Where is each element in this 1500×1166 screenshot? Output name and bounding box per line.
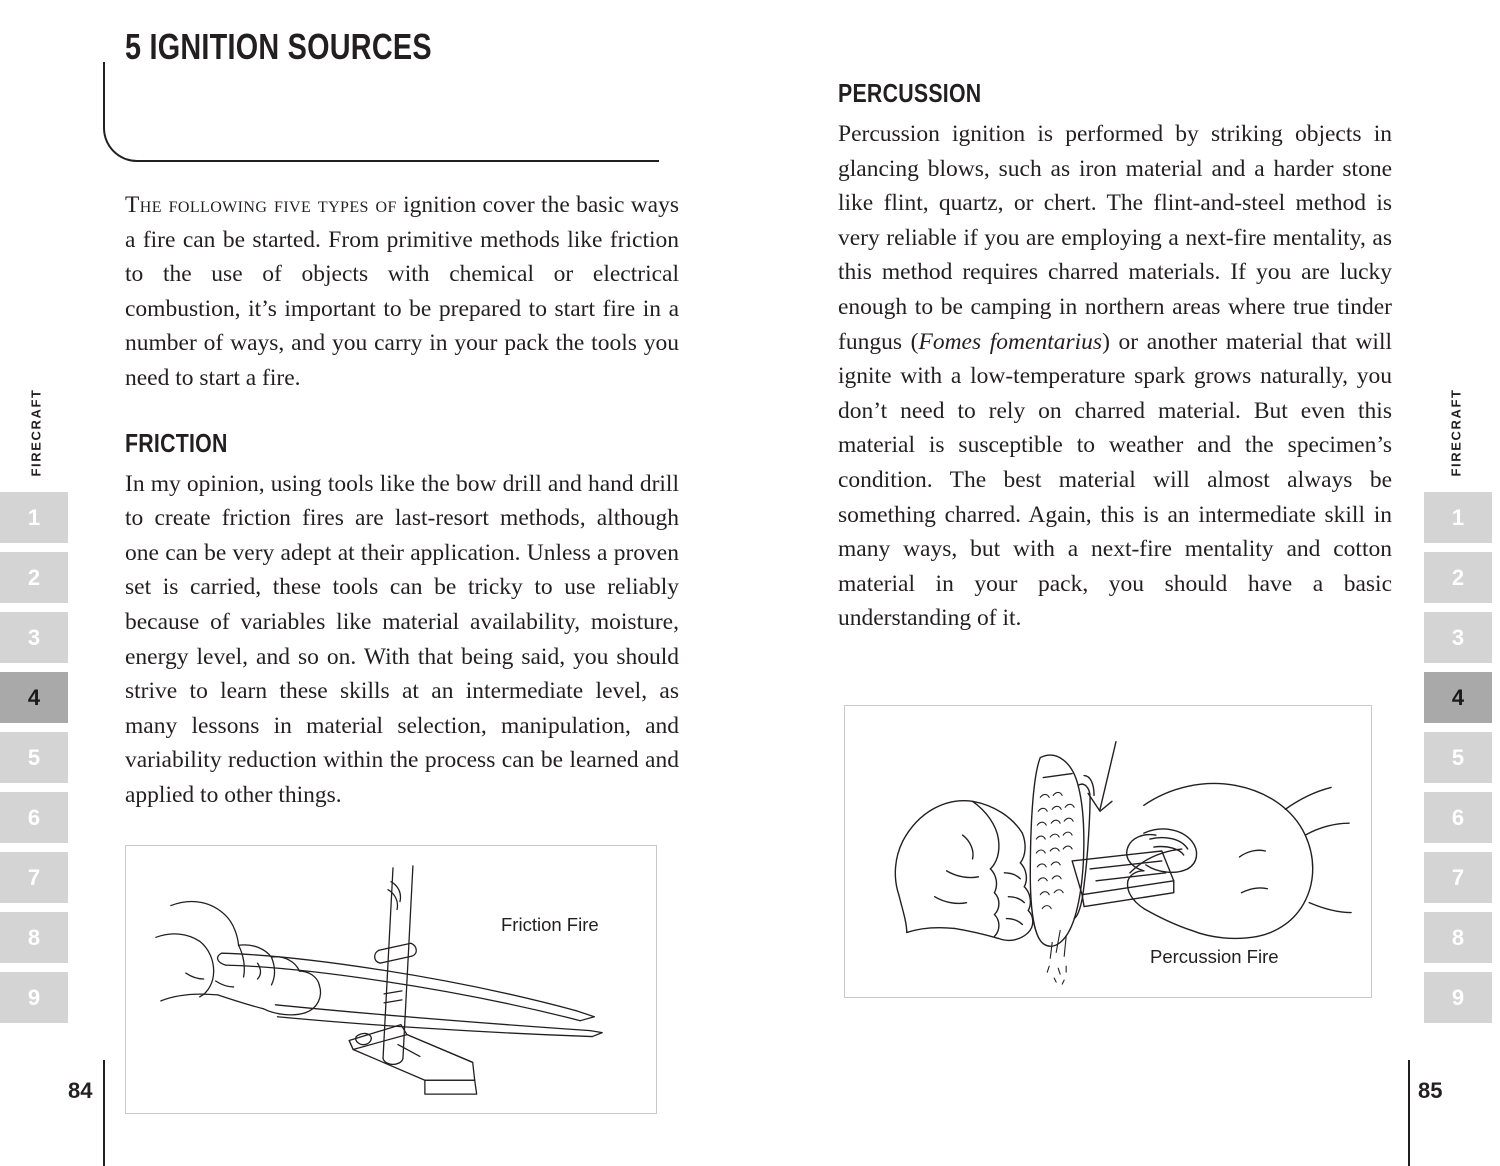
right-tab-rail (1420, 0, 1492, 1166)
tab-label: 7 (1451, 864, 1465, 890)
tab-label: 2 (1451, 564, 1465, 590)
species-name-italic: Fomes fomentarius (918, 328, 1103, 355)
friction-paragraph: In my opinion, using tools like the bow drill and hand drill to create friction fires are last-resort methods, although one can be very adept at their application. Unless a proven set is carried, these tools can be tricky to use reliably because of variables like material availability, moisture, energy level, and so on. With that being said, you should strive to learn these skills at an intermediate level, as many lessons in material selection, manipulation, and variability reduction within the process can be learned and applied to other things. (125, 470, 679, 808)
page-title: 5 IGNITION SOURCES (125, 26, 432, 67)
tab-label: 4 (27, 684, 41, 710)
chapter-tab-2-right[interactable] (1424, 552, 1492, 603)
flint-and-steel-icon (845, 706, 1371, 997)
chapter-tab-5[interactable] (0, 732, 68, 783)
chapter-tab-8-right[interactable] (1424, 912, 1492, 963)
figure-percussion-fire (844, 705, 1372, 998)
intro-paragraph (125, 188, 679, 396)
tab-label: 5 (1451, 744, 1465, 770)
tab-label: 2 (27, 564, 41, 590)
chapter-tab-1-right[interactable] (1424, 492, 1492, 543)
chapter-tab-1[interactable] (0, 492, 68, 543)
intro-rest: ignition cover the basic ways a fire can be started. From primitive methods like friction to the use of objects with chemical or electrical combustion, it’s important to be prepared to start fire in a number of ways, and you carry in your pack the tools you need to start a fire. (125, 192, 679, 391)
chapter-tab-7[interactable] (0, 852, 68, 903)
chapter-tab-6[interactable] (0, 792, 68, 843)
left-gutter-rule (103, 1060, 105, 1166)
chapter-tab-2[interactable] (0, 552, 68, 603)
tab-label: 5 (27, 744, 41, 770)
percussion-text-tail: ) or another material that will ignite with a low-temperature spark grows naturally, you don’t need to rely on charred material. But even this material is susceptible to weather and the specimen’s condition. The best material will almost always be something charred. Again, this is an intermediate skill in many ways, but with a next-fire mentality and cotton material in your pack, you should have a basic understanding of it. (838, 328, 1393, 632)
tab-label: 1 (27, 504, 41, 530)
chapter-tab-8[interactable] (0, 912, 68, 963)
figure-caption-percussion: Percussion Fire (1150, 946, 1279, 967)
chapter-tab-9[interactable] (0, 972, 68, 1023)
tab-label: 6 (1451, 804, 1465, 830)
tab-label: 9 (27, 984, 41, 1010)
chapter-tab-7-right[interactable] (1424, 852, 1492, 903)
left-page-number: 84 (68, 1078, 93, 1103)
tab-label: 6 (27, 804, 41, 830)
right-gutter-rule (1408, 1060, 1410, 1166)
chapter-tab-5-right[interactable] (1424, 732, 1492, 783)
right-chapter-tabs[interactable] (1420, 492, 1492, 1032)
percussion-text-head: Percussion ignition is performed by striking objects in glancing blows, such as iron material and a harder stone like flint, quartz, or chert. The flint-and-steel method is very reliable if you are employing a next-fire mentality, as this method requires charred materials. If you are lucky enough to be camping in northern areas where true tinder fungus ( (838, 121, 1392, 355)
intro-small-caps-lead: The following five types of (125, 192, 397, 218)
section-heading-friction: FRICTION (125, 427, 228, 458)
left-tab-rail (0, 0, 72, 1166)
chapter-title-box (103, 62, 659, 162)
chapter-tab-4-right-active[interactable] (1424, 672, 1492, 723)
right-page-number: 85 (1418, 1078, 1443, 1103)
tab-label: 7 (27, 864, 41, 890)
chapter-tab-3[interactable] (0, 612, 68, 663)
tab-label: 8 (1451, 924, 1465, 950)
right-page (820, 0, 1420, 1166)
section-heading-percussion: PERCUSSION (838, 78, 982, 108)
tab-label: 3 (1451, 624, 1465, 650)
bow-drill-icon (126, 846, 656, 1113)
left-text-column (125, 188, 679, 813)
tab-label: 4 (1451, 684, 1465, 710)
tab-label: 3 (27, 624, 41, 650)
chapter-tab-4-active[interactable] (0, 672, 68, 723)
left-chapter-tabs[interactable] (0, 492, 72, 1032)
figure-friction-fire (125, 845, 657, 1114)
left-page (103, 0, 703, 1166)
chapter-tab-9-right[interactable] (1424, 972, 1492, 1023)
left-rail-section-label: FIRECRAFT (28, 387, 44, 477)
figure-caption-friction: Friction Fire (501, 914, 599, 935)
right-text-column (838, 78, 1392, 636)
chapter-tab-3-right[interactable] (1424, 612, 1492, 663)
tab-label: 8 (27, 924, 41, 950)
chapter-tab-6-right[interactable] (1424, 792, 1492, 843)
right-rail-section-label: FIRECRAFT (1448, 387, 1464, 477)
percussion-paragraph (838, 117, 1392, 636)
tab-label: 1 (1451, 504, 1465, 530)
tab-label: 9 (1451, 984, 1465, 1010)
